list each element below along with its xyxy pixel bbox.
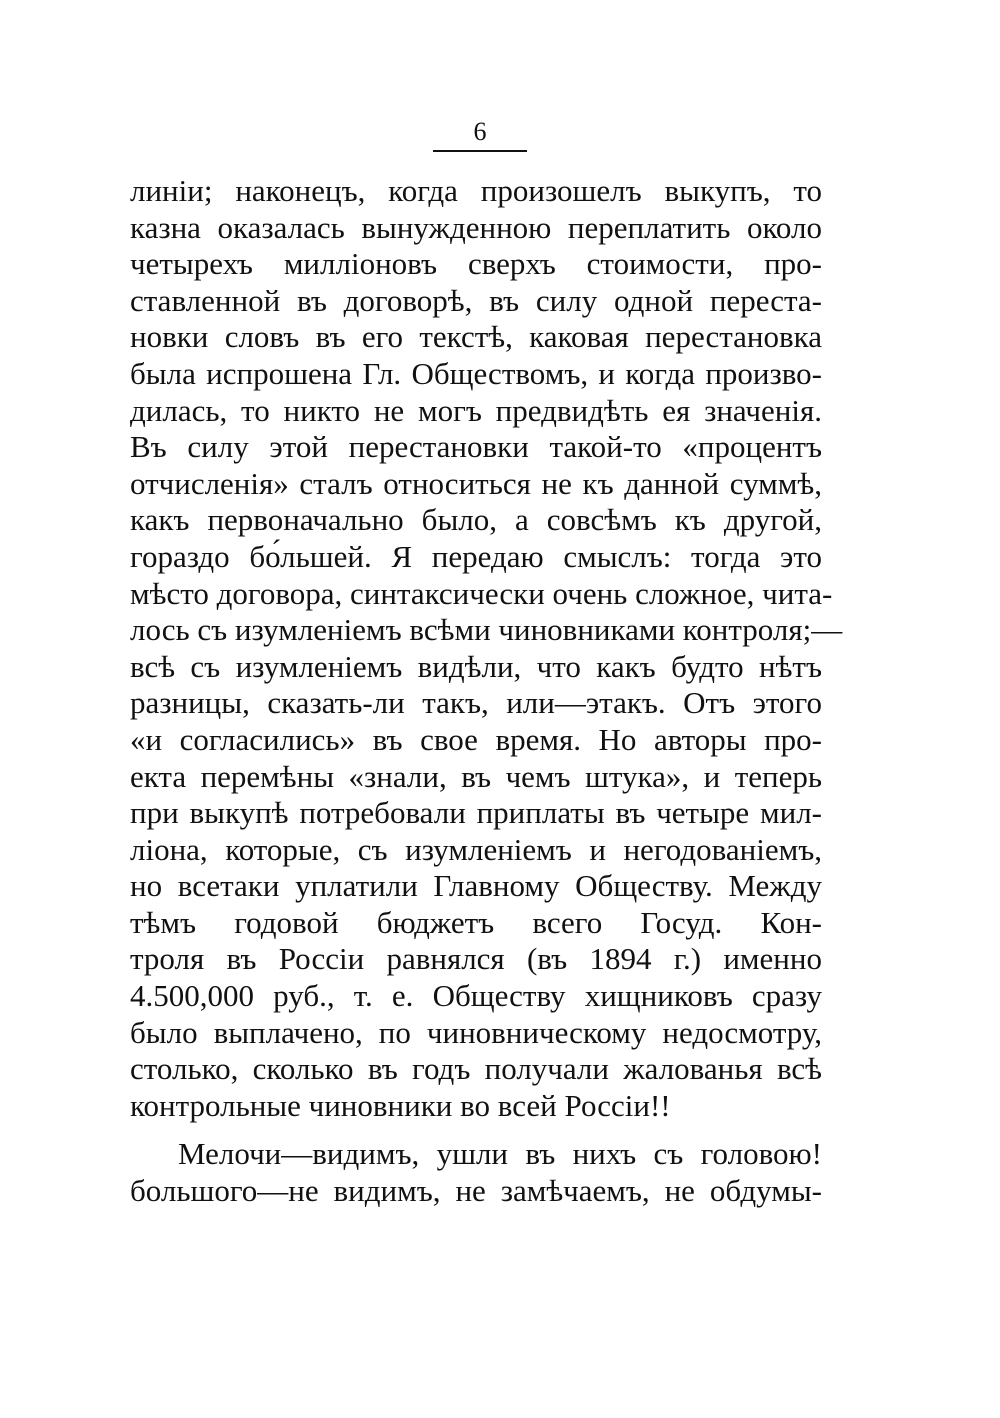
- text-line: линіи; наконецъ, когда произошелъ выкупъ, то: [130, 173, 822, 208]
- text-line: мѣсто договора, синтаксически очень сложное, чита-: [130, 575, 833, 611]
- text-line: ставленной въ договорѣ, въ силу одной переста-: [130, 282, 822, 318]
- text-line: большого—не видимъ, не замѣчаемъ, не обдумы-: [130, 1173, 822, 1209]
- text-line: всѣ съ изумленіемъ видѣли, что какъ будто нѣтъ: [130, 648, 822, 684]
- text-line: отчисленія» сталъ относиться не къ данной суммѣ,: [130, 465, 822, 501]
- paragraph: [130, 1136, 822, 1209]
- text-line: была испрошена Гл. Обществомъ, и когда произво-: [130, 355, 822, 391]
- text-line: Мелочи—видимъ, ушли въ нихъ съ головою!: [178, 1136, 822, 1172]
- paragraph-gap: [130, 1124, 822, 1136]
- text-line: новки словъ въ его текстѣ, каковая перестановка: [130, 319, 822, 355]
- text-line: 4.500,000 руб., т. е. Обществу хищниковъ сразу: [130, 978, 822, 1014]
- text-line: четырехъ милліоновъ сверхъ стоимости, про-: [130, 246, 822, 282]
- text-line: разницы, сказать-ли такъ, или—этакъ. Отъ этого: [130, 685, 822, 721]
- page-number: 6: [473, 117, 487, 146]
- text-line: ліона, которые, съ изумленіемъ и негодованіемъ,: [130, 831, 822, 867]
- paragraph: [130, 173, 843, 1124]
- text-line: но всетаки уплатили Главному Обществу. Между: [130, 868, 822, 904]
- text-line: Въ силу этой перестановки такой-то «процентъ: [130, 429, 822, 465]
- text-line: екта перемѣны «знали, въ чемъ штука», и теперь: [130, 758, 822, 794]
- text-line: троля въ Россіи равнялся (въ 1894 г.) именно: [130, 941, 822, 977]
- text-line: гораздо бо́льшей. Я передаю смыслъ: тогда это: [130, 538, 822, 574]
- text-line: казна оказалась вынужденною переплатить около: [130, 209, 822, 245]
- text-line: при выкупѣ потребовали приплаты въ четыре мил-: [130, 795, 822, 831]
- text-line: «и согласились» въ свое время. Но авторы про-: [130, 721, 822, 757]
- body-text: [130, 173, 843, 1210]
- text-line: столько, сколько въ годъ получали жалованья всѣ: [130, 1051, 822, 1087]
- text-line: дилась, то никто не могъ предвидѣть ея значенія.: [130, 392, 822, 428]
- text-line: контрольные чиновники во всей Россіи!!: [130, 1087, 671, 1123]
- text-line: какъ первоначально было, а совсѣмъ къ другой,: [130, 502, 822, 538]
- text-line: тѣмъ годовой бюджетъ всего Госуд. Кон-: [130, 904, 822, 940]
- text-line: лось съ изумленіемъ всѣми чиновниками контроля;—: [130, 612, 843, 648]
- text-line: было выплачено, по чиновническому недосмотру,: [130, 1014, 822, 1050]
- page-number-rule: [433, 150, 527, 152]
